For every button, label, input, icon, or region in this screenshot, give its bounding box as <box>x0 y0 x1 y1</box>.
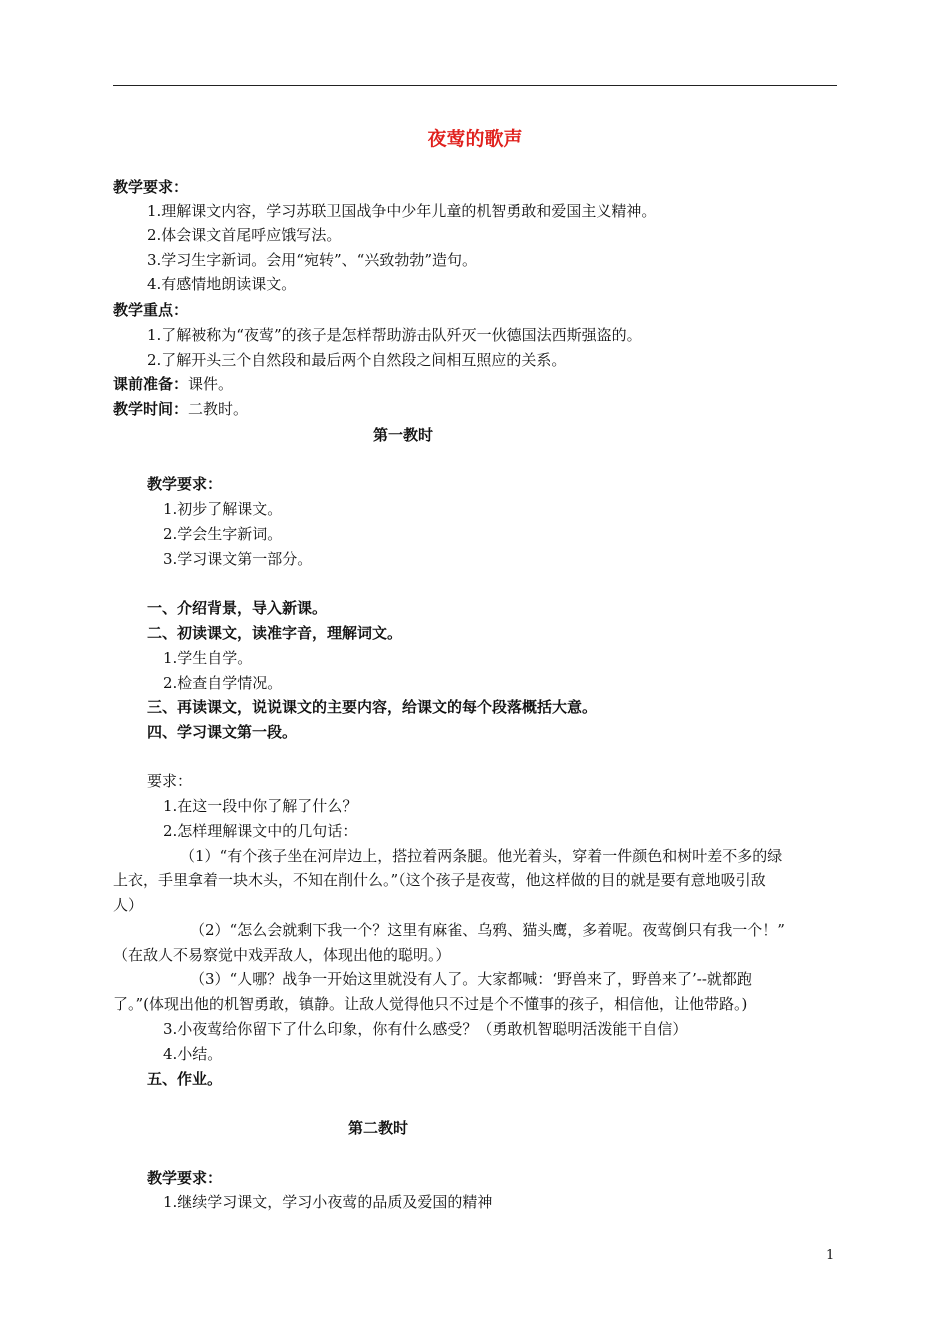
quote-line: （在敌人不易察觉中戏弄敌人，体现出他的聪明。） <box>113 946 451 964</box>
list-item: 4.小结。 <box>163 1045 223 1063</box>
lesson1-requirement-item: 2.学会生字新词。 <box>163 525 283 543</box>
document-title: 夜莺的歌声 <box>427 128 523 150</box>
lesson1-heading: 第一教时 <box>373 426 434 444</box>
preparation-value: 课件。 <box>188 375 234 393</box>
list-item: 2.检查自学情况。 <box>163 674 283 692</box>
requirement-item: 4.有感情地朗读课文。 <box>147 275 297 293</box>
requirement-item: 3.学习生字新词。会用“宛转”、“兴致勃勃”造句。 <box>147 251 477 269</box>
preparation-line <box>113 374 233 394</box>
lesson1-requirement-item: 3.学习课文第一部分。 <box>163 550 313 568</box>
quote-line: （2）“怎么会就剩下我一个？这里有麻雀、乌鸦、猫头鹰，多着呢。夜莺倒只有我一个！” <box>190 921 785 939</box>
lesson1-requirements-label: 教学要求： <box>147 475 223 493</box>
quote-line: （1）“有个孩子坐在河岸边上，搭拉着两条腿。他光着头，穿着一件颜色和树叶差不多的绿 <box>180 847 783 865</box>
lesson1-requirement-item: 1.初步了解课文。 <box>163 500 283 518</box>
list-item: 1.在这一段中你了解了什么？ <box>163 797 358 815</box>
teaching-time-label: 教学时间： <box>113 400 189 418</box>
section-heading: 三、再读课文，说说课文的主要内容，给课文的每个段落概括大意。 <box>147 698 598 716</box>
list-item: 2.怎样理解课文中的几句话： <box>163 822 358 840</box>
requirement-item: 1.理解课文内容，学习苏联卫国战争中少年儿童的机智勇敢和爱国主义精神。 <box>147 202 657 220</box>
lesson2-heading: 第二教时 <box>348 1119 409 1137</box>
section-heading: 五、作业。 <box>147 1070 223 1088</box>
teaching-time-value: 二教时。 <box>188 400 249 418</box>
lesson2-requirement-item: 1.继续学习课文，学习小夜莺的品质及爱国的精神 <box>163 1193 493 1211</box>
focus-item: 2.了解开头三个自然段和最后两个自然段之间相互照应的关系。 <box>147 351 567 369</box>
requirements-label: 教学要求： <box>113 178 189 196</box>
ask-label: 要求： <box>147 772 193 790</box>
quote-line: （3）“人哪？战争一开始这里就没有人了。大家都喊：‘野兽来了，野兽来了’--就都跑 <box>190 970 752 988</box>
quote-line: 上衣，手里拿着一块木头，不知在削什么。”（这个孩子是夜莺，他这样做的目的就是要有意地吸引敌 <box>113 871 766 889</box>
quote-line: 了。”(体现出他的机智勇敢，镇静。让敌人觉得他只不过是个不懂事的孩子，相信他，让他带路。) <box>113 995 748 1013</box>
requirement-item: 2.体会课文首尾呼应饿写法。 <box>147 226 342 244</box>
preparation-label: 课前准备： <box>113 375 189 393</box>
section-heading: 一、介绍背景，导入新课。 <box>147 599 328 617</box>
lesson2-requirements-label: 教学要求： <box>147 1169 223 1187</box>
header-rule <box>113 85 837 86</box>
section-heading: 二、初读课文，读准字音，理解词文。 <box>147 624 403 642</box>
list-item: 1.学生自学。 <box>163 649 253 667</box>
page-number: 1 <box>826 1248 835 1263</box>
list-item: 3.小夜莺给你留下了什么印象，你有什么感受？（勇敢机智聪明活泼能干自信） <box>163 1020 688 1038</box>
quote-line: 人） <box>113 896 144 914</box>
section-heading: 四、学习课文第一段。 <box>147 723 298 741</box>
teaching-time-line <box>113 399 248 419</box>
focus-label: 教学重点： <box>113 301 189 319</box>
focus-item: 1.了解被称为“夜莺”的孩子是怎样帮助游击队歼灭一伙德国法西斯强盗的。 <box>147 326 642 344</box>
